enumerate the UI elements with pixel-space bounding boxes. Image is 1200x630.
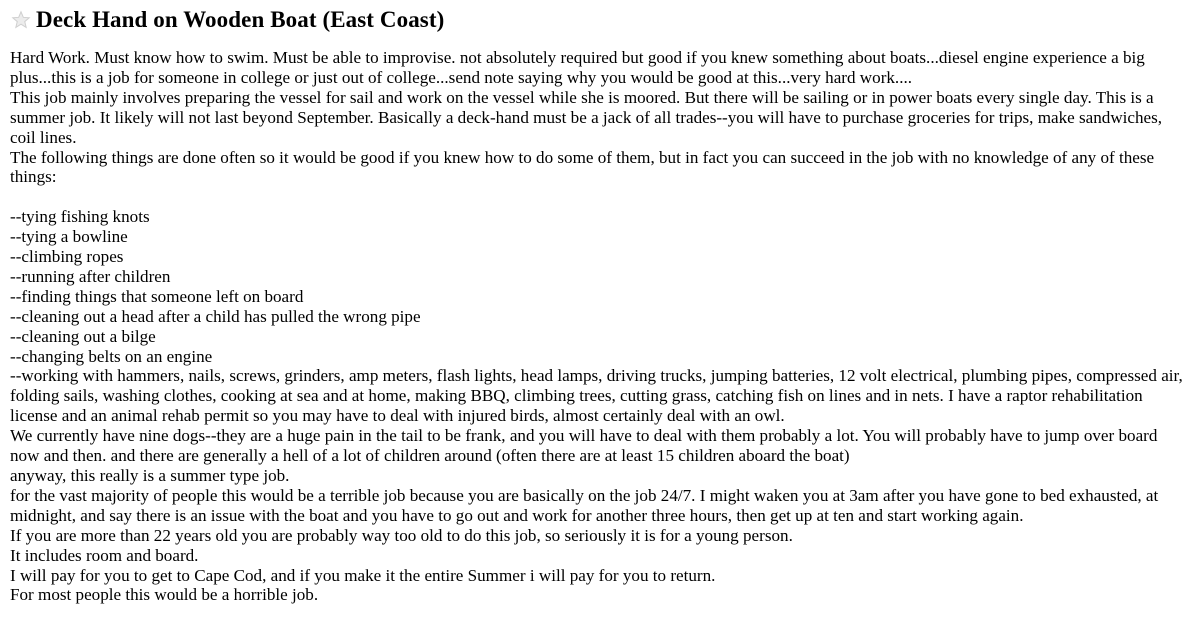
posting-paragraph: This job mainly involves preparing the vessel for sail and work on the vessel while she is moored. But there will be sailing or in power boats every single day. This is a summer job. It likely will not last beyond September. Basically a deck-hand must be a jack of all trades--you will have to purchase groceries for trips, make sandwiches, coil lines. [10, 87, 1163, 147]
task-list-item: --changing belts on an engine [10, 346, 213, 366]
posting-paragraph: Hard Work. Must know how to swim. Must be able to improvise. not absolutely required but good if you knew something about boats...diesel engine experience a big plus...this is a job for someone in college or just out of college...send note saying why you would be good at this...very hard work.... [10, 48, 1145, 87]
posting-paragraph: If you are more than 22 years old you are probably way too old to do this job, so seriously it is for a young person. [10, 525, 793, 545]
posting-title-row [10, 0, 1190, 40]
posting-paragraph: The following things are done often so it would be good if you knew how to do some of them, but in fact you can succeed in the job with no knowledge of any of these things: [10, 147, 1155, 187]
task-list-item: --running after children [10, 266, 171, 286]
posting-paragraph: For most people this would be a horrible job. [10, 585, 319, 605]
posting-paragraph: anyway, this really is a summer type job. [10, 466, 290, 486]
blank-line [10, 187, 1190, 207]
task-list-item: --working with hammers, nails, screws, grinders, amp meters, flash lights, head lamps, driving trucks, jumping batteries, 12 volt electrical, plumbing pipes, compressed air, folding sails, washing clothes, cooking at sea and at home, making BBQ, climbing trees, cutting grass, catching fish on lines and in nets. I have a raptor rehabilitation license and an animal rehab permit so you may have to deal with injured birds, almost certainly deal with an owl. [10, 366, 1183, 426]
posting-paragraph: We currently have nine dogs--they are a huge pain in the tail to be frank, and you will have to deal with them probably a lot. You will probably have to jump over board now and then. and there are generally a hell of a lot of children around (often there are at least 15 children aboard the boat) [10, 426, 1158, 466]
task-list-item: --tying a bowline [10, 227, 128, 247]
posting-body [10, 48, 1190, 605]
task-list-item: --finding things that someone left on board [10, 286, 304, 306]
task-list-item: --climbing ropes [10, 247, 124, 267]
favorite-star-icon[interactable] [10, 9, 32, 31]
posting-paragraph: I will pay for you to get to Cape Cod, and if you make it the entire Summer i will pay for you to return. [10, 565, 716, 585]
posting-title: Deck Hand on Wooden Boat (East Coast) [36, 7, 445, 32]
posting-paragraph: It includes room and board. [10, 545, 199, 565]
task-list-item: --cleaning out a head after a child has pulled the wrong pipe [10, 306, 421, 326]
task-list-item: --cleaning out a bilge [10, 326, 156, 346]
task-list-item: --tying fishing knots [10, 207, 150, 227]
posting-paragraph: for the vast majority of people this would be a terrible job because you are basically on the job 24/7. I might waken you at 3am after you have gone to bed exhausted, at midnight, and say there is an issue with the boat and you have to go out and work for another three hours, then get up at ten and start working again. [10, 485, 1159, 525]
